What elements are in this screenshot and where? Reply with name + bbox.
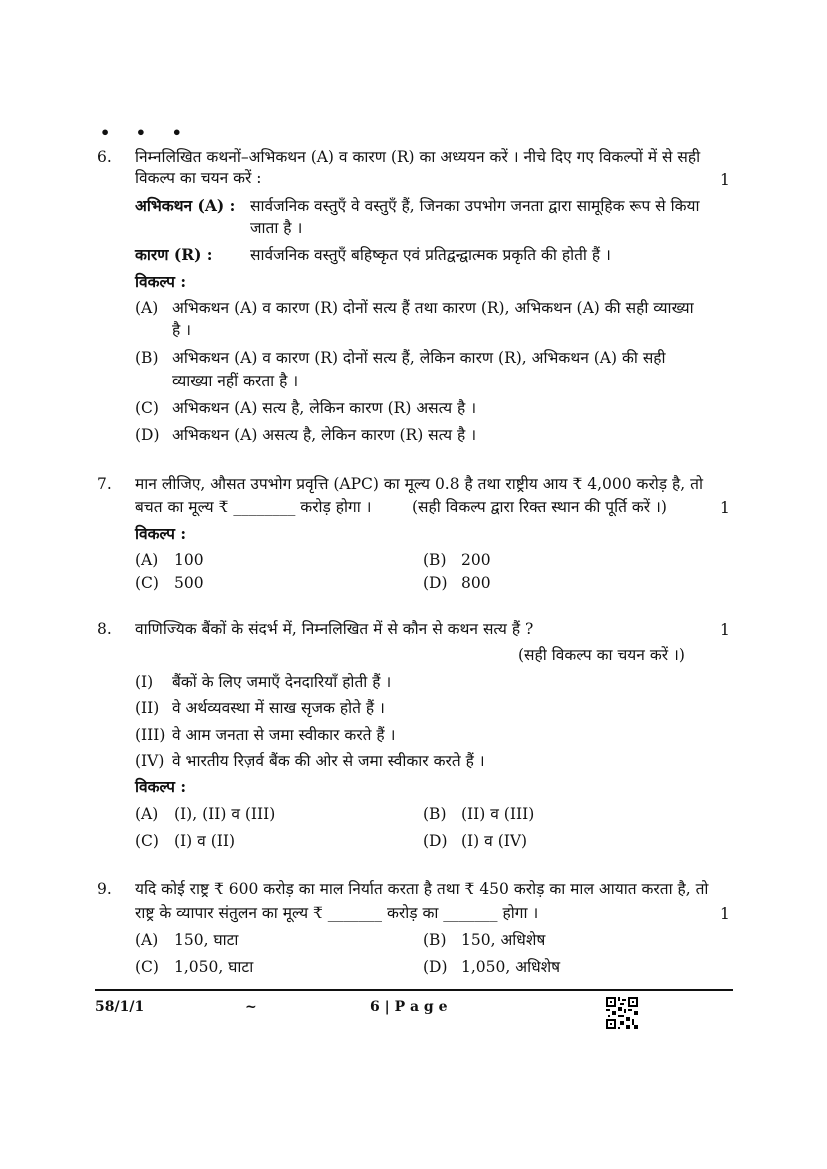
- paper-code: 58/1/1: [95, 999, 145, 1015]
- question-6-number: 6.: [97, 148, 112, 166]
- question-8-number: 8.: [97, 620, 112, 638]
- question-7-marks: 1: [720, 499, 730, 517]
- statement-4-key: (IV): [135, 752, 165, 770]
- question-9-option-c: 1,050, घाटा: [174, 958, 254, 976]
- question-8-option-b: (II) व (III): [461, 805, 535, 823]
- question-8-marks: 1: [720, 621, 730, 639]
- question-7-option-a: 100: [174, 551, 204, 569]
- statement-2-text: वे अर्थव्यवस्था में साख सृजक होते हैं ।: [172, 699, 385, 717]
- reason-text: सार्वजनिक वस्तुएँ बहिष्कृत एवं प्रतिद्वन्द्वात्मक प्रकृति की होती हैं ।: [250, 246, 611, 264]
- question-6-option-a-line1: अभिकथन (A) व कारण (R) दोनों सत्य हैं तथा कारण (R), अभिकथन (A) की सही व्याख्या: [172, 299, 694, 317]
- question-6-options-label: विकल्प :: [135, 272, 187, 291]
- question-7-text-line1: मान लीजिए, औसत उपभोग प्रवृत्ति (APC) का मूल्य 0.8 है तथा राष्ट्रीय आय ₹ 4,000 करोड़ है, तो: [135, 475, 703, 493]
- question-8-instruction: (सही विकल्प का चयन करें ।): [518, 646, 685, 664]
- question-9-marks: 1: [720, 905, 730, 923]
- question-9-option-a-key: (A): [135, 931, 159, 949]
- question-6-marks: 1: [720, 171, 730, 189]
- question-9-option-a: 150, घाटा: [174, 931, 239, 949]
- statement-1-key: (I): [135, 673, 154, 691]
- question-9-option-b-key: (B): [423, 931, 447, 949]
- reason-label: कारण (R) :: [135, 245, 213, 264]
- question-6-option-c-text: अभिकथन (A) सत्य है, लेकिन कारण (R) असत्य है ।: [172, 399, 477, 417]
- question-7-option-c-key: (C): [135, 574, 159, 592]
- assertion-label: अभिकथन (A) :: [135, 196, 236, 215]
- question-8-text: वाणिज्यिक बैंकों के संदर्भ में, निम्नलिखित में से कौन से कथन सत्य हैं ?: [135, 620, 534, 638]
- qr-code-icon: [606, 997, 638, 1029]
- question-6-option-b-line2: व्याख्या नहीं करता है ।: [172, 372, 299, 390]
- question-9-text-line1: यदि कोई राष्ट्र ₹ 600 करोड़ का माल निर्यात करता है तथा ₹ 450 करोड़ का माल आयात करता है, तो: [135, 880, 709, 898]
- statement-2-key: (II): [135, 699, 160, 717]
- question-7-instruction: (सही विकल्प द्वारा रिक्त स्थान की पूर्ति करें ।): [412, 498, 667, 516]
- question-7-option-b: 200: [461, 551, 491, 569]
- assertion-text-line2: जाता है ।: [250, 219, 303, 237]
- question-6-text-line2: विकल्प का चयन करें :: [135, 169, 262, 187]
- question-7-text-line2: बचत का मूल्य ₹ ________ करोड़ होगा ।: [135, 498, 372, 516]
- question-9-option-c-key: (C): [135, 958, 159, 976]
- statement-1-text: बैंकों के लिए जमाएँ देनदारियाँ होती हैं ।: [172, 673, 392, 691]
- page-continuation-dots: • • •: [100, 123, 192, 142]
- question-8-options-label: विकल्प :: [135, 777, 187, 796]
- question-7-option-a-key: (A): [135, 551, 159, 569]
- question-8-option-d: (I) व (IV): [461, 832, 528, 850]
- question-6-option-b-key: (B): [135, 349, 159, 367]
- footer-divider: [95, 989, 733, 991]
- page-number: 6 | P a g e: [370, 999, 448, 1015]
- question-9-text-line2: राष्ट्र के व्यापार संतुलन का मूल्य ₹ _______ करोड़ का _______ होगा ।: [135, 904, 539, 922]
- question-9-option-d: 1,050, अधिशेष: [461, 958, 561, 976]
- statement-3-text: वे आम जनता से जमा स्वीकार करते हैं ।: [172, 726, 396, 744]
- question-6-option-b-line1: अभिकथन (A) व कारण (R) दोनों सत्य हैं, लेकिन कारण (R), अभिकथन (A) की सही: [172, 349, 666, 367]
- statement-4-text: वे भारतीय रिज़र्व बैंक की ओर से जमा स्वीकार करते हैं ।: [172, 752, 485, 770]
- question-9-number: 9.: [97, 880, 112, 898]
- question-8-option-a-key: (A): [135, 805, 159, 823]
- question-8-option-a: (I), (II) व (III): [174, 805, 276, 823]
- footer-tilde: ~: [245, 999, 257, 1015]
- assertion-text-line1: सार्वजनिक वस्तुएँ वे वस्तुएँ हैं, जिनका उपभोग जनता द्वारा सामूहिक रूप से किया: [250, 197, 700, 215]
- question-8-option-b-key: (B): [423, 805, 447, 823]
- question-6-option-a-line2: है ।: [172, 321, 192, 339]
- question-8-option-c-key: (C): [135, 832, 159, 850]
- question-6-option-a-key: (A): [135, 299, 159, 317]
- question-6-option-d-text: अभिकथन (A) असत्य है, लेकिन कारण (R) सत्य है ।: [172, 426, 477, 444]
- question-6-text-line1: निम्नलिखित कथनों–अभिकथन (A) व कारण (R) का अध्ययन करें । नीचे दिए गए विकल्पों में से सही: [135, 148, 701, 166]
- statement-3-key: (III): [135, 726, 166, 744]
- question-7-option-b-key: (B): [423, 551, 447, 569]
- question-7-option-d: 800: [461, 574, 491, 592]
- question-6-option-c-key: (C): [135, 399, 159, 417]
- question-8-option-c: (I) व (II): [174, 832, 236, 850]
- question-9-option-b: 150, अधिशेष: [461, 931, 546, 949]
- question-7-number: 7.: [97, 475, 112, 493]
- question-7-options-label: विकल्प :: [135, 524, 187, 543]
- question-7-option-c: 500: [174, 574, 204, 592]
- question-9-option-d-key: (D): [423, 958, 448, 976]
- question-6-option-d-key: (D): [135, 426, 160, 444]
- question-7-option-d-key: (D): [423, 574, 448, 592]
- question-8-option-d-key: (D): [423, 832, 448, 850]
